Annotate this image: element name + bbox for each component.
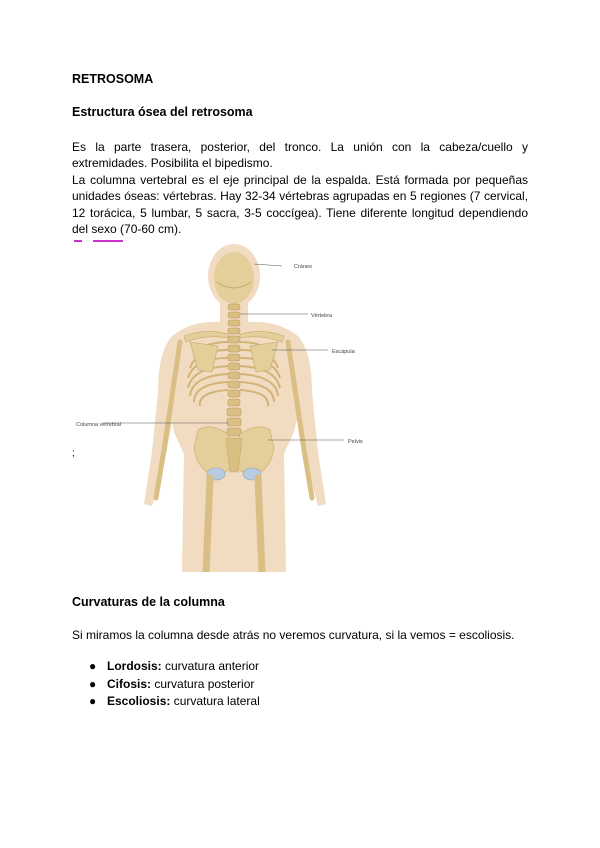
spine — [227, 304, 241, 436]
section-heading-curvaturas: Curvaturas de la columna — [72, 595, 225, 609]
label-pelvis: Pelvis — [348, 439, 363, 445]
bullet-icon: ● — [89, 676, 97, 691]
document-title: RETROSOMA — [72, 72, 154, 86]
stray-mark: ; — [72, 448, 75, 459]
bullet-icon: ● — [89, 694, 97, 708]
desc-cifosis: curvatura posterior — [151, 676, 255, 691]
paragraph-columna-vertebral: La columna vertebral es el eje principal de la espalda. Está formada por pequeñas unidades óseas: vértebras. Hay 32-34 vértebras agrupadas en 5 regiones (7 cervical, 12 torácica, 5 lumbar, 5 sacra, 3-5 coccígea). Tiene diferente longitud dependiendo del sexo (70-60 cm). — [72, 172, 528, 237]
bullet-icon: ● — [89, 659, 97, 673]
term-escoliosis: Escoliosis: — [107, 694, 171, 708]
paragraph-escoliosis: Si miramos la columna desde atrás no veremos curvatura, si la vemos = escoliosis. — [72, 628, 515, 642]
curvature-list — [72, 658, 260, 711]
skeleton-figure — [72, 242, 384, 572]
label-columna-vertebral: Columna vertebral — [76, 422, 121, 428]
skull — [214, 252, 254, 304]
section-heading-estructura: Estructura ósea del retrosoma — [72, 105, 253, 119]
label-craneo: Cráneo — [294, 264, 313, 270]
paragraph-parte-trasera: Es la parte trasera, posterior, del tronco. La unión con la cabeza/cuello y extremidades. Posibilita el bipedismo. — [72, 140, 528, 171]
section1-text — [72, 139, 528, 237]
desc-escoliosis: curvatura lateral — [170, 694, 260, 708]
list-item — [72, 676, 260, 694]
skeleton-illustration — [72, 242, 384, 572]
term-cifosis: Cifosis: — [107, 676, 152, 691]
term-lordosis: Lordosis: — [107, 659, 162, 673]
list-item — [72, 658, 260, 676]
label-escapula: Escápula — [332, 349, 355, 355]
desc-lordosis: curvatura anterior — [161, 659, 260, 673]
label-vertebra: Vértebra — [311, 313, 333, 319]
list-item — [72, 693, 260, 711]
